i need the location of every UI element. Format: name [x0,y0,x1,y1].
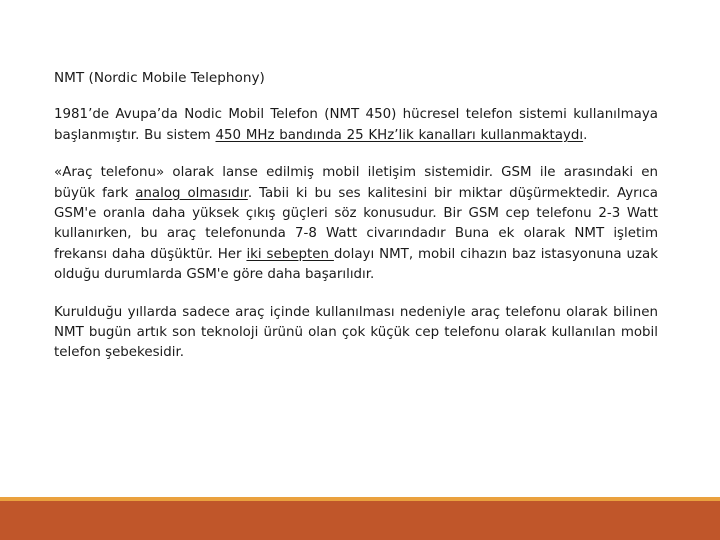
paragraph-2-text-b: . Tabii ki bu ses kalitesini bir miktar düşürmektedir. Ayrıca GSM'e oranla daha yüksek çıkış güçleri söz konusudur. Bir GSM cep telefonu 2-3 Watt kullanırken, bu araç telefonunda 7-8 Watt civarındadır Buna ek olarak NMT işletim frekansı daha düşüktür. Her [54,185,658,262]
paragraph-nmt-history [54,105,658,146]
paragraph-1-text-b: . [583,127,588,143]
paragraph-1-text-a: 1981’de Avupa’da Nodic Mobil Telefon (NMT 450) hücresel telefon sistemi kullanılmaya başlanmıştır. Bu sistem [54,107,658,143]
slide-content [54,68,658,381]
paragraph-car-phone [54,163,658,285]
paragraph-2-underlined-analog: analog olmasıdır [135,185,248,201]
footer-accent-bar [0,501,720,540]
paragraph-1-underlined-channels: 450 MHz bandında 25 KHz’lik kanalları kullanmaktaydı [215,127,584,143]
paragraph-2-text-a: «Araç telefonu» olarak lanse edilmiş mobil iletişim sistemidir. GSM ile arasındaki en büyük fark [54,165,658,201]
slide-title: NMT (Nordic Mobile Telephony) [54,70,265,86]
paragraph-2-underlined-two-reasons: iki sebepten [246,246,334,262]
paragraph-nmt-today: Kurulduğu yıllarda sadece araç içinde kullanılması nedeniyle araç telefonu olarak bilinen NMT bugün artık son teknoloji ürünü olan çok küçük cep telefonu olarak kullanılan mobil telefon şebekesidir. [54,304,658,361]
paragraph-2-text-c: dolayı NMT, mobil cihazın baz istasyonuna uzak olduğu durumlarda GSM'e göre daha başarılıdır. [54,246,658,283]
